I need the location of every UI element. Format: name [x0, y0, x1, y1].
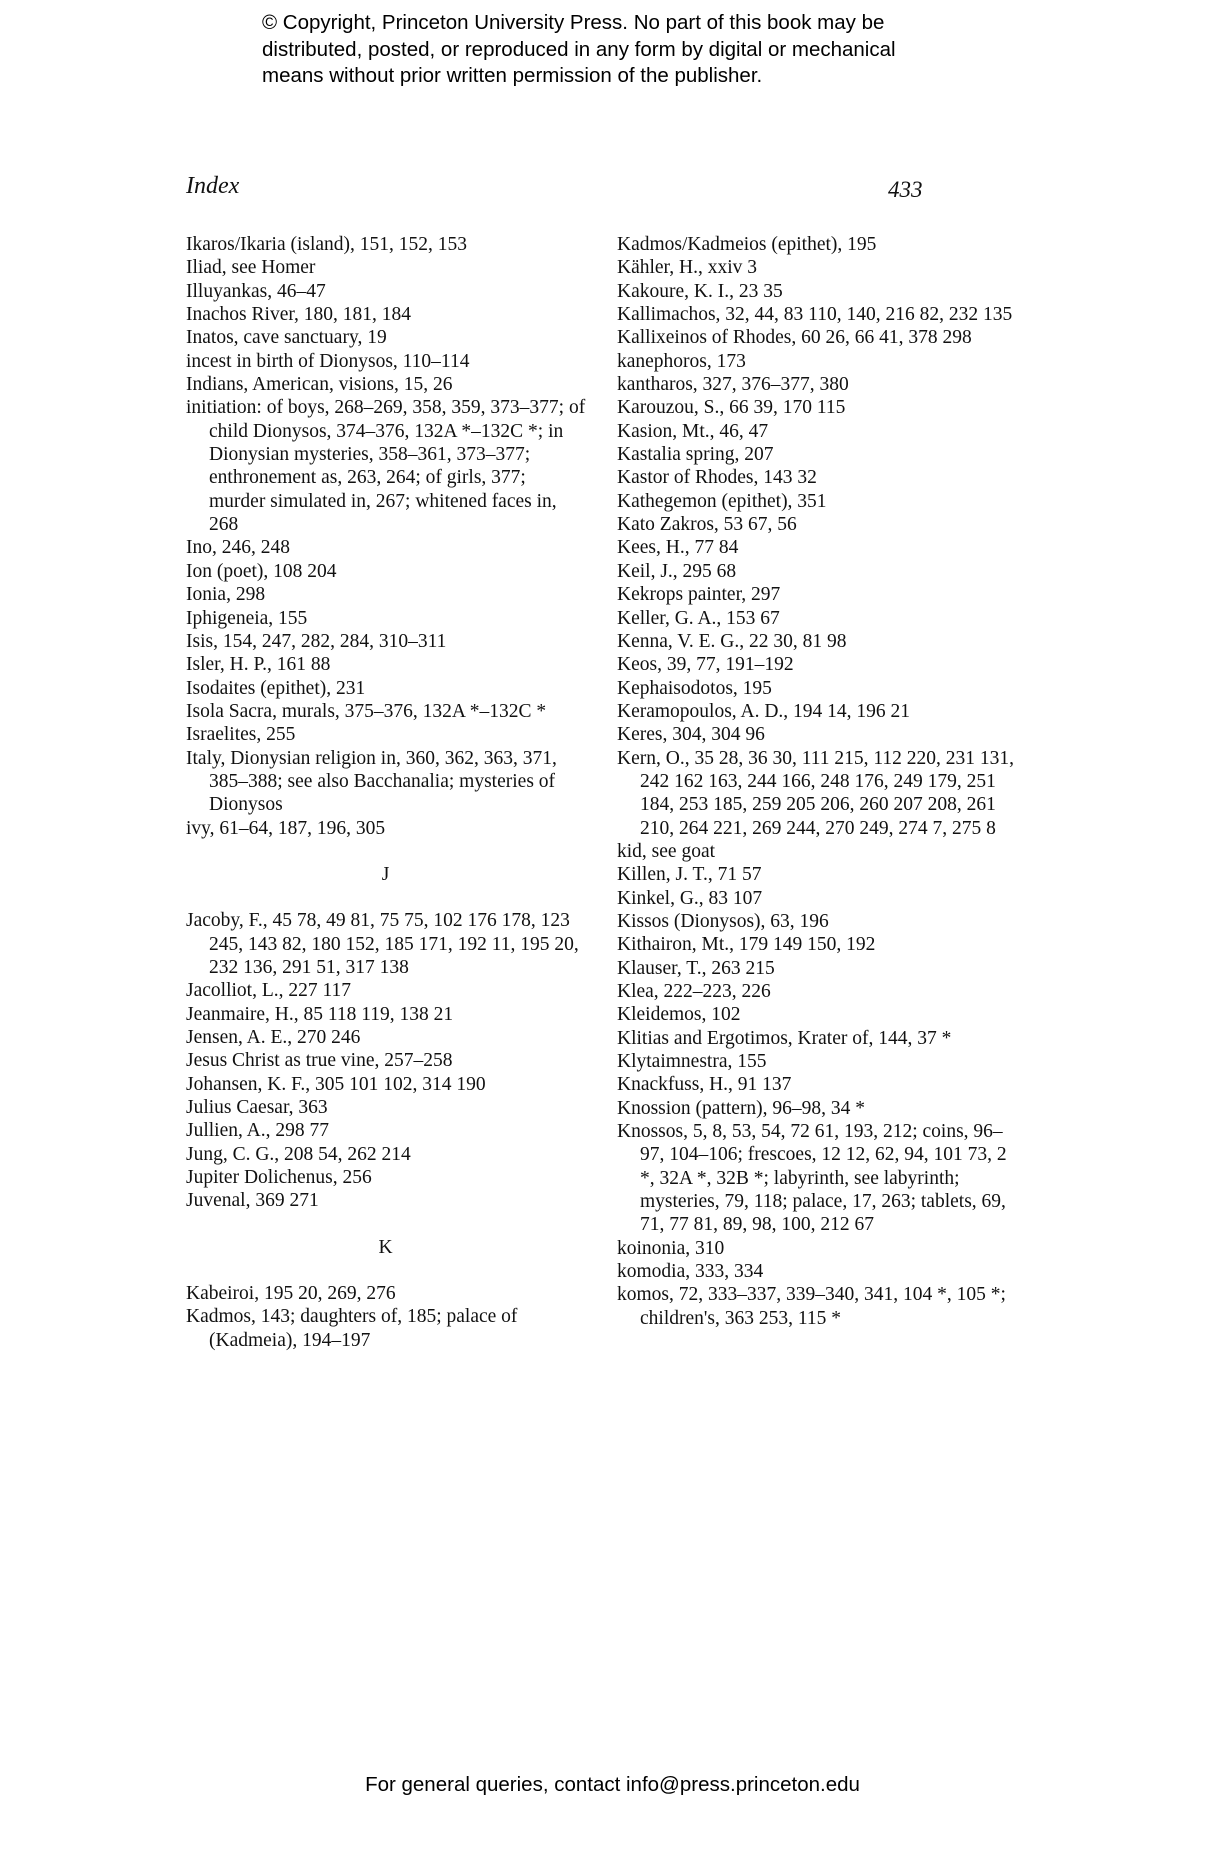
index-entry: Kithairon, Mt., 179 149 150, 192 — [617, 934, 876, 956]
running-head: Index — [186, 173, 240, 199]
index-entry: Israelites, 255 — [186, 724, 296, 746]
index-section-letter: J — [381, 863, 391, 885]
index-entry: Kallixeinos of Rhodes, 60 26, 66 41, 378 298 — [617, 327, 972, 349]
index-entry: Ino, 246, 248 — [186, 537, 290, 559]
index-entry: Keil, J., 295 68 — [617, 560, 737, 582]
index-entry: Klytaimnestra, 155 — [617, 1051, 767, 1073]
index-entry: Jesus Christ as true vine, 257–258 — [186, 1050, 453, 1072]
index-entry: Killen, J. T., 71 57 — [617, 864, 762, 886]
index-column-right — [617, 233, 1022, 1330]
index-entry: Kähler, H., xxiv 3 — [617, 257, 758, 279]
index-entry: Kenna, V. E. G., 22 30, 81 98 — [617, 630, 847, 652]
index-entry: kantharos, 327, 376–377, 380 — [617, 374, 849, 396]
page-number: 433 — [888, 177, 923, 202]
index-entry: Jeanmaire, H., 85 118 119, 138 21 — [186, 1003, 454, 1025]
footer-contact: For general queries, contact info@press.princeton.edu — [365, 1773, 860, 1796]
index-entry: koinonia, 310 — [617, 1237, 725, 1259]
index-entry: kanephoros, 173 — [617, 350, 746, 372]
index-entry: Kadmos/Kadmeios (epithet), 195 — [617, 234, 877, 255]
index-entry: Keos, 39, 77, 191–192 — [617, 654, 794, 676]
index-entry: Kakoure, K. I., 23 35 — [617, 280, 783, 302]
index-entry: Knossion (pattern), 96–98, 34 * — [617, 1097, 866, 1119]
index-entry: Indians, American, visions, 15, 26 — [186, 374, 453, 396]
index-entry: komos, 72, 333–337, 339–340, 341, 104 *, 105 *; children's, 363 253, 115 * — [617, 1284, 1006, 1329]
index-entry: Kees, H., 77 84 — [617, 537, 739, 559]
index-entry: Jupiter Dolichenus, 256 — [186, 1167, 372, 1189]
index-entry: Kabeiroi, 195 20, 269, 276 — [186, 1283, 396, 1305]
index-entry: Kinkel, G., 83 107 — [617, 887, 763, 909]
index-section-letter: K — [378, 1236, 394, 1258]
index-entry: Jensen, A. E., 270 246 — [186, 1027, 361, 1048]
index-entry: Kissos (Dionysos), 63, 196 — [617, 910, 829, 932]
index-entry: Inatos, cave sanctuary, 19 — [186, 327, 387, 349]
index-entry: initiation: of boys, 268–269, 358, 359, 373–377; of child Dionysos, 374–376, 132A *–132C *; in Dionysian mysteries, 358–361, 373–377; enthronement as, 263, 264; of girls, 377; murder simulated in, 267; whitened faces in, 268 — [186, 397, 586, 536]
index-entry: Jacoby, F., 45 78, 49 81, 75 75, 102 176 178, 123 245, 143 82, 180 152, 185 171, 192 11, 195 20, 232 136, 291 51, 317 138 — [186, 910, 579, 978]
index-entry: Isola Sacra, murals, 375–376, 132A *–132C * — [186, 700, 547, 722]
index-entry: Kephaisodotos, 195 — [617, 677, 772, 699]
index-entry: Isodaites (epithet), 231 — [186, 677, 366, 699]
index-entry: Keramopoulos, A. D., 194 14, 196 21 — [617, 700, 911, 722]
index-entry: incest in birth of Dionysos, 110–114 — [186, 350, 470, 372]
index-entry: komodia, 333, 334 — [617, 1261, 764, 1283]
index-entry: Italy, Dionysian religion in, 360, 362, 363, 371, 385–388; see also Bacchanalia; mysteries of Dionysos — [186, 747, 557, 816]
index-entry: Klitias and Ergotimos, Krater of, 144, 37 * — [617, 1027, 952, 1049]
copyright-line: means without prior written permission of the publisher. — [262, 64, 763, 87]
index-entry: Kato Zakros, 53 67, 56 — [617, 514, 797, 536]
index-column-left — [186, 233, 586, 1352]
index-entry: Klea, 222–223, 226 — [617, 981, 771, 1002]
copyright-line: © Copyright, Princeton University Press. No part of this book may be — [262, 11, 885, 34]
index-entry: Jung, C. G., 208 54, 262 214 — [186, 1143, 411, 1165]
index-entry: Juvenal, 369 271 — [186, 1190, 319, 1212]
index-entry: Ionia, 298 — [186, 584, 266, 606]
index-entry: Illuyankas, 46–47 — [186, 280, 326, 302]
index-entry: Johansen, K. F., 305 101 102, 314 190 — [186, 1073, 486, 1095]
index-entry: Kastalia spring, 207 — [617, 444, 774, 466]
index-entry: Isis, 154, 247, 282, 284, 310–311 — [186, 630, 447, 652]
index-entry: Kekrops painter, 297 — [617, 584, 781, 606]
index-entry: Kadmos, 143; daughters of, 185; palace of (Kadmeia), 194–197 — [186, 1306, 518, 1351]
index-entry: Ikaros/Ikaria (island), 151, 152, 153 — [186, 234, 468, 255]
index-entry: Iphigeneia, 155 — [186, 607, 308, 629]
index-entry: Inachos River, 180, 181, 184 — [186, 304, 412, 326]
index-entry: Ion (poet), 108 204 — [186, 560, 337, 582]
index-entry: ivy, 61–64, 187, 196, 305 — [186, 817, 386, 839]
index-entry: kid, see goat — [617, 840, 716, 862]
index-entry: Isler, H. P., 161 88 — [186, 654, 331, 676]
index-entry: Jacolliot, L., 227 117 — [186, 980, 352, 1002]
index-entry: Knossos, 5, 8, 53, 54, 72 61, 193, 212; coins, 96–97, 104–106; frescoes, 12 12, 62, 94, 101 73, 2 *, 32A *, 32B *; labyrinth, see labyrinth; mysteries, 79, 118; palace, 17, 263; tablets, 69, 71, 77 81, 89, 98, 100, 212 67 — [617, 1121, 1007, 1236]
index-entry: Jullien, A., 298 77 — [186, 1120, 330, 1142]
index-entry: Julius Caesar, 363 — [186, 1097, 328, 1119]
index-entry: Iliad, see Homer — [186, 257, 316, 279]
index-entry: Knackfuss, H., 91 137 — [617, 1074, 792, 1096]
index-entry: Kathegemon (epithet), 351 — [617, 490, 827, 512]
index-entry: Karouzou, S., 66 39, 170 115 — [617, 397, 846, 419]
copyright-line: distributed, posted, or reproduced in any form by digital or mechanical — [262, 37, 896, 61]
index-entry: Keres, 304, 304 96 — [617, 724, 765, 746]
index-entry: Kasion, Mt., 46, 47 — [617, 420, 769, 442]
index-entry: Kastor of Rhodes, 143 32 — [617, 467, 817, 489]
index-entry: Kleidemos, 102 — [617, 1004, 741, 1026]
index-entry: Kern, O., 35 28, 36 30, 111 215, 112 220, 231 131, 242 162 163, 244 166, 248 176, 249 179, 251 184, 253 185, 259 205 206, 260 207 208, 261 210, 264 221, 269 244, 270 249, 274 7, 275 8 — [617, 747, 1015, 839]
index-entry: Keller, G. A., 153 67 — [617, 607, 780, 629]
copyright-notice — [262, 10, 1022, 90]
index-entry: Klauser, T., 263 215 — [617, 957, 775, 979]
index-entry: Kallimachos, 32, 44, 83 110, 140, 216 82, 232 135 — [617, 304, 1013, 326]
